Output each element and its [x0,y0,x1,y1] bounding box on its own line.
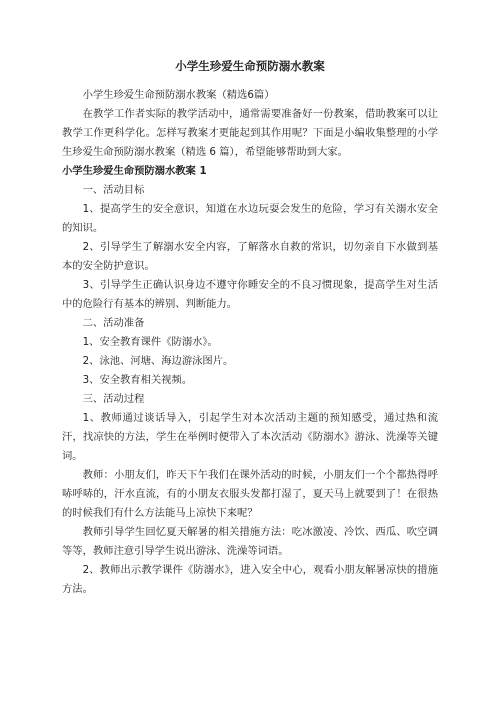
activity-prep-heading: 二、活动准备 [82,317,145,329]
subtitle-paragraph: 小学生珍爱生命预防溺水教案（精选6篇） [82,89,275,101]
prep-item-1: 1、安全教育课件《防溺水》。 [82,336,218,348]
process-item-2: 2、教师出示教学课件《防溺水》，进入安全中心，观看小朋友解暑凉快的措施方法。 [62,564,438,595]
document-title: 小学生珍爱生命预防溺水教案 [175,59,325,73]
activity-process-heading: 三、活动过程 [82,393,145,405]
process-item-1: 1、教师通过谈话导入，引起学生对本次活动主题的预知感受，通过热和流汗，找凉快的方法，学生在举例时便带入了本次活动《防溺水》游泳、洗澡等关键词。 [62,412,438,462]
prep-item-2: 2、泳池、河塘、海边游泳图片。 [82,355,234,367]
section-heading: 小学生珍爱生命预防溺水教案 1 [62,165,207,177]
goal-item-1: 1、提高学生的安全意识，知道在水边玩耍会发生的危险，学习有关溺水安全的知识。 [62,203,438,234]
prep-item-3: 3、安全教育相关视频。 [82,374,193,386]
goal-item-2: 2、引导学生了解溺水安全内容，了解落水自救的常识，切勿亲自下水做到基本的安全防护意识。 [62,241,438,272]
teacher-dialogue-paragraph: 教师：小朋友们，昨天下午我们在课外活动的时候，小朋友们一个个都热得呼哧呼哧的，汗水直流，有的小朋友衣服头发都打湿了，夏天马上就要到了！在很热的时候我们有什么方法能马上凉快下来呢？ [62,469,438,519]
goal-item-3: 3、引导学生正确认识身边不遵守你睡安全的不良习惯现象，提高学生对生活中的危险行有基本的辨别、判断能力。 [62,279,438,310]
document-page [62,58,438,599]
activity-goal-heading: 一、活动目标 [82,184,145,196]
teacher-guidance-paragraph: 教师引导学生回忆夏天解暑的相关措施方法：吃冰激凌、冷饮、西瓜、吹空调等等，教师注意引导学生说出游泳、洗澡等词语。 [62,526,438,557]
intro-paragraph: 在教学工作者实际的教学活动中，通常需要准备好一份教案，借助教案可以让教学工作更科学化。怎样写教案才更能起到其作用呢？下面是小编收集整理的小学生珍爱生命预防溺水教案（精选 6 篇），希望能够帮助到大家。 [62,108,438,158]
